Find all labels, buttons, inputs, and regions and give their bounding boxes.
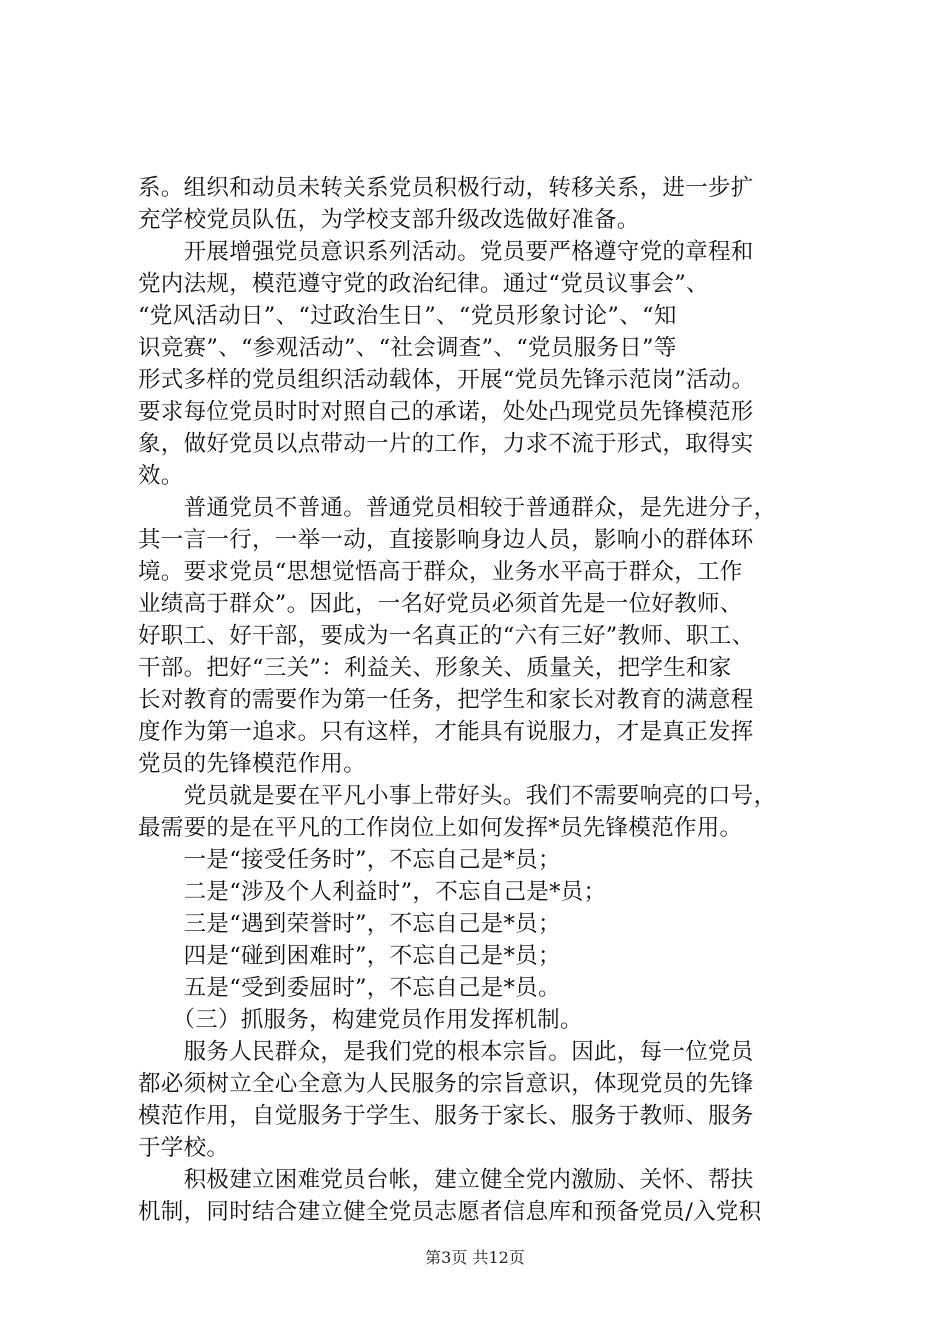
text-line: 党内法规，模范遵守党的政治纪律。通过“党员议事会”、	[138, 271, 709, 297]
text-line: 识竞赛”、“参观活动”、“社会调查”、“党员服务日”等	[138, 335, 677, 361]
text-line: 其一言一行，一举一动，直接影响身边人员，影响小的群体环	[138, 527, 754, 553]
text-line: 象，做好党员以点带动一片的工作，力求不流于形式，取得实	[138, 431, 754, 457]
text-line: 形式多样的党员组织活动载体，开展“党员先锋示范岗”活动。	[138, 367, 755, 393]
text-line: 充学校党员队伍，为学校支部升级改选做好准备。	[138, 207, 640, 233]
text-line: 党员就是要在平凡小事上带好头。我们不需要响亮的口号，	[138, 783, 777, 809]
text-line: （三）抓服务，构建党员作用发挥机制。	[138, 1007, 583, 1033]
text-line: 于学校。	[138, 1135, 230, 1161]
text-line: 机制，同时结合建立健全党员志愿者信息库和预备党员/入党积	[138, 1199, 762, 1225]
text-line: 好职工、好干部，要成为一名真正的“六有三好”教师、职工、	[138, 623, 755, 649]
text-line: 效。	[138, 463, 184, 489]
text-line: 模范作用，自觉服务于学生、服务于家长、服务于教师、服务	[138, 1103, 754, 1129]
text-line: 积极建立困难党员台帐，建立健全党内激励、关怀、帮扶	[138, 1167, 754, 1193]
text-line: 干部。把好“三关”：利益关、形象关、质量关，把学生和家	[138, 655, 732, 681]
text-line: 境。要求党员“思想觉悟高于群众，业务水平高于群众，工作	[138, 559, 743, 585]
text-line: 业绩高于群众”。因此，一名好党员必须首先是一位好教师、	[138, 591, 743, 617]
text-line: 度作为第一追求。只有这样，才能具有说服力，才是真正发挥	[138, 719, 754, 745]
text-line: 最需要的是在平凡的工作岗位上如何发挥*员先锋模范作用。	[138, 815, 743, 841]
text-line: “党风活动日”、“过政治生日”、“党员形象讨论”、“知	[138, 303, 677, 329]
text-line: 普通党员不普通。普通党员相较于普通群众，是先进分子，	[138, 495, 777, 521]
body-text	[138, 172, 828, 1228]
text-line: 四是“碰到困难时”，不忘自己是*员；	[138, 943, 561, 969]
text-line: 系。组织和动员未转关系党员积极行动，转移关系，进一步扩	[138, 175, 754, 201]
text-line: 一是“接受任务时”，不忘自己是*员；	[138, 847, 561, 873]
text-line: 都必须树立全心全意为人民服务的宗旨意识，体现党员的先锋	[138, 1071, 754, 1097]
text-line: 要求每位党员时时对照自己的承诺，处处凸现党员先锋模范形	[138, 399, 754, 425]
text-line: 五是“受到委屈时”，不忘自己是*员。	[138, 975, 561, 1001]
text-line: 开展增强党员意识系列活动。党员要严格遵守党的章程和	[138, 239, 754, 265]
text-line: 二是“涉及个人利益时”，不忘自己是*员；	[138, 879, 607, 905]
text-line: 党员的先锋模范作用。	[138, 751, 367, 777]
page-footer: 第3页 共12页	[425, 1248, 525, 1267]
text-line: 长对教育的需要作为第一任务，把学生和家长对教育的满意程	[138, 687, 754, 713]
text-line: 服务人民群众，是我们党的根本宗旨。因此，每一位党员	[138, 1039, 754, 1065]
text-line: 三是“遇到荣誉时”，不忘自己是*员；	[138, 911, 561, 937]
